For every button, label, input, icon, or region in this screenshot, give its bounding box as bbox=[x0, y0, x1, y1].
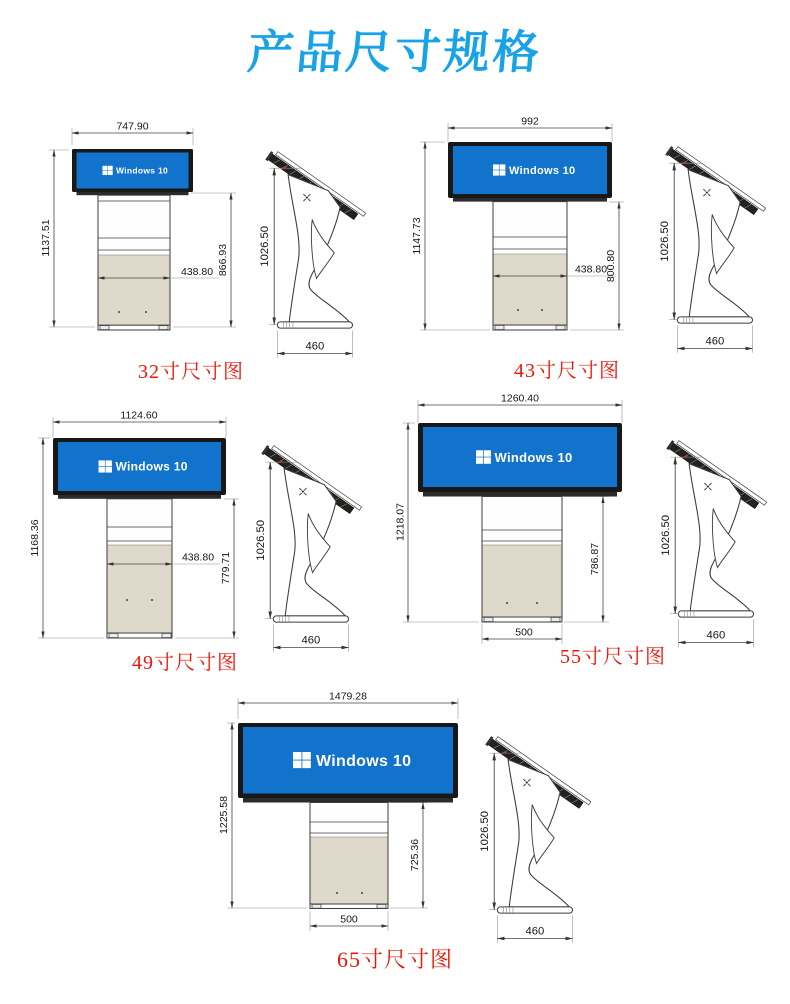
dim-stand-height: 786.87 bbox=[589, 542, 601, 576]
screen-label: Windows 10 bbox=[494, 449, 573, 465]
dim-total-height: 1225.58 bbox=[218, 796, 230, 834]
dim-total-height: 1147.73 bbox=[411, 217, 423, 255]
figure-caption-55: 55寸尺寸图 bbox=[560, 646, 666, 668]
dim-side-height: 1026.50 bbox=[659, 515, 672, 556]
screen-label: Windows 10 bbox=[316, 752, 412, 770]
pedestal-door bbox=[483, 545, 562, 617]
pedestal-door bbox=[311, 837, 388, 904]
dim-side-base: 460 bbox=[305, 340, 325, 353]
screen-ledge bbox=[243, 798, 453, 803]
dim-stand-height: 800.80 bbox=[605, 249, 617, 283]
front-view-49 bbox=[28, 398, 268, 653]
stand-base bbox=[277, 322, 352, 328]
dim-side-base: 460 bbox=[706, 629, 726, 642]
front-view-65 bbox=[180, 685, 480, 945]
figure-panel-43 bbox=[400, 108, 790, 398]
dim-base-width: 500 bbox=[515, 626, 533, 639]
dim-side-height: 1026.50 bbox=[478, 811, 491, 852]
figure-caption-49: 49寸尺寸图 bbox=[132, 652, 238, 674]
front-view-32 bbox=[38, 112, 278, 347]
screen-label: Windows 10 bbox=[115, 459, 188, 474]
figure-caption-32: 32寸尺寸图 bbox=[138, 361, 244, 383]
stand-base bbox=[678, 611, 753, 617]
dim-stand-height: 725.36 bbox=[409, 838, 421, 872]
side-view-65 bbox=[476, 710, 626, 957]
figure-panel-65 bbox=[180, 685, 630, 990]
page-title bbox=[0, 16, 790, 82]
dim-total-height: 1137.51 bbox=[40, 219, 52, 257]
figure-panel-49 bbox=[28, 398, 408, 688]
pedestal-door bbox=[494, 254, 567, 325]
kiosk-side-drawing bbox=[665, 143, 765, 323]
stand-base bbox=[497, 907, 572, 913]
front-view-43 bbox=[400, 108, 645, 348]
pedestal-door bbox=[99, 255, 170, 325]
side-view-49 bbox=[252, 419, 402, 666]
dim-top-width: 992 bbox=[521, 115, 539, 128]
screen-label: Windows 10 bbox=[116, 165, 169, 176]
dim-stand-width: 438.80 bbox=[181, 551, 215, 564]
screen-ledge bbox=[423, 492, 617, 497]
side-view-32 bbox=[256, 125, 406, 372]
dim-side-height: 1026.50 bbox=[254, 520, 267, 561]
dim-side-height: 1026.50 bbox=[258, 226, 271, 267]
dim-top-width: 1260.40 bbox=[501, 392, 539, 405]
screen-label: Windows 10 bbox=[509, 164, 576, 177]
screen-ledge bbox=[58, 495, 221, 499]
dim-stand-width: 438.80 bbox=[180, 266, 214, 278]
dim-base-width: 500 bbox=[340, 913, 358, 926]
screen-ledge bbox=[453, 198, 607, 202]
figure-caption-65: 65寸尺寸图 bbox=[336, 947, 453, 972]
dim-side-height: 1026.50 bbox=[658, 221, 671, 262]
dim-side-base: 460 bbox=[525, 925, 545, 938]
dim-total-height: 1218.07 bbox=[394, 503, 407, 541]
dim-side-base: 460 bbox=[301, 634, 321, 647]
stand-base bbox=[273, 616, 348, 622]
dim-top-width: 1479.28 bbox=[329, 690, 367, 703]
dim-stand-width: 438.80 bbox=[574, 263, 608, 276]
front-view-55 bbox=[394, 390, 650, 660]
kiosk-side-drawing bbox=[485, 733, 591, 913]
dim-side-base: 460 bbox=[705, 335, 725, 348]
dim-top-width: 1124.60 bbox=[120, 409, 158, 422]
figure-panel-55 bbox=[394, 390, 790, 685]
side-view-43 bbox=[656, 120, 790, 367]
stand-base bbox=[677, 317, 752, 323]
kiosk-side-drawing bbox=[666, 437, 766, 617]
figure-panel-32 bbox=[38, 112, 400, 398]
page-title-text: 产品尺寸规格 bbox=[245, 26, 545, 78]
figure-caption-43: 43寸尺寸图 bbox=[514, 360, 620, 382]
pedestal-door bbox=[108, 545, 172, 633]
side-view-55 bbox=[657, 414, 790, 661]
dim-top-width: 747.90 bbox=[116, 120, 149, 133]
dim-stand-height: 866.93 bbox=[217, 243, 229, 277]
kiosk-side-drawing bbox=[261, 442, 361, 622]
dim-total-height: 1168.36 bbox=[29, 519, 41, 557]
dim-stand-height: 779.71 bbox=[220, 551, 232, 585]
kiosk-side-drawing bbox=[265, 148, 365, 328]
